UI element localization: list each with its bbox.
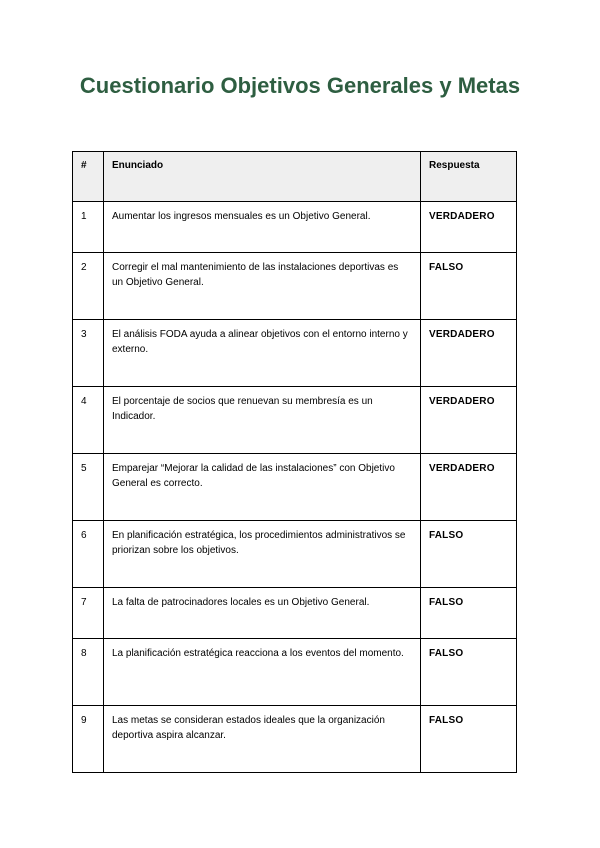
row-statement: El porcentaje de socios que renuevan su membresía es un Indicador. bbox=[104, 387, 421, 454]
row-statement: Emparejar “Mejorar la calidad de las instalaciones” con Objetivo General es correcto. bbox=[104, 454, 421, 521]
row-number: 6 bbox=[73, 521, 104, 588]
table-row bbox=[73, 588, 517, 639]
header-number: # bbox=[73, 152, 104, 202]
row-statement: Las metas se consideran estados ideales que la organización deportiva aspira alcanzar. bbox=[104, 706, 421, 773]
row-number: 4 bbox=[73, 387, 104, 454]
row-number: 3 bbox=[73, 320, 104, 387]
row-number: 1 bbox=[73, 202, 104, 253]
table-row bbox=[73, 202, 517, 253]
row-statement: En planificación estratégica, los procedimientos administrativos se priorizan sobre los objetivos. bbox=[104, 521, 421, 588]
row-answer: FALSO bbox=[421, 253, 517, 320]
row-answer: VERDADERO bbox=[421, 454, 517, 521]
row-answer: VERDADERO bbox=[421, 387, 517, 454]
row-number: 5 bbox=[73, 454, 104, 521]
table-body bbox=[73, 202, 517, 773]
row-statement: La planificación estratégica reacciona a los eventos del momento. bbox=[104, 639, 421, 706]
row-answer: VERDADERO bbox=[421, 320, 517, 387]
header-answer: Respuesta bbox=[421, 152, 517, 202]
quiz-table bbox=[72, 151, 517, 773]
row-statement: Corregir el mal mantenimiento de las instalaciones deportivas es un Objetivo General. bbox=[104, 253, 421, 320]
row-statement: El análisis FODA ayuda a alinear objetivos con el entorno interno y externo. bbox=[104, 320, 421, 387]
row-answer: FALSO bbox=[421, 588, 517, 639]
row-answer: FALSO bbox=[421, 639, 517, 706]
row-statement: La falta de patrocinadores locales es un Objetivo General. bbox=[104, 588, 421, 639]
row-number: 2 bbox=[73, 253, 104, 320]
table-row bbox=[73, 454, 517, 521]
row-answer: VERDADERO bbox=[421, 202, 517, 253]
table-header bbox=[73, 152, 517, 202]
row-number: 9 bbox=[73, 706, 104, 773]
header-statement: Enunciado bbox=[104, 152, 421, 202]
table-row bbox=[73, 706, 517, 773]
row-answer: FALSO bbox=[421, 521, 517, 588]
row-answer: FALSO bbox=[421, 706, 517, 773]
table-row bbox=[73, 387, 517, 454]
table-row bbox=[73, 639, 517, 706]
table-row bbox=[73, 253, 517, 320]
row-number: 7 bbox=[73, 588, 104, 639]
table-row bbox=[73, 320, 517, 387]
row-statement: Aumentar los ingresos mensuales es un Objetivo General. bbox=[104, 202, 421, 253]
header-row bbox=[73, 152, 517, 202]
table-row bbox=[73, 521, 517, 588]
page-title: Cuestionario Objetivos Generales y Metas bbox=[79, 73, 521, 98]
row-number: 8 bbox=[73, 639, 104, 706]
